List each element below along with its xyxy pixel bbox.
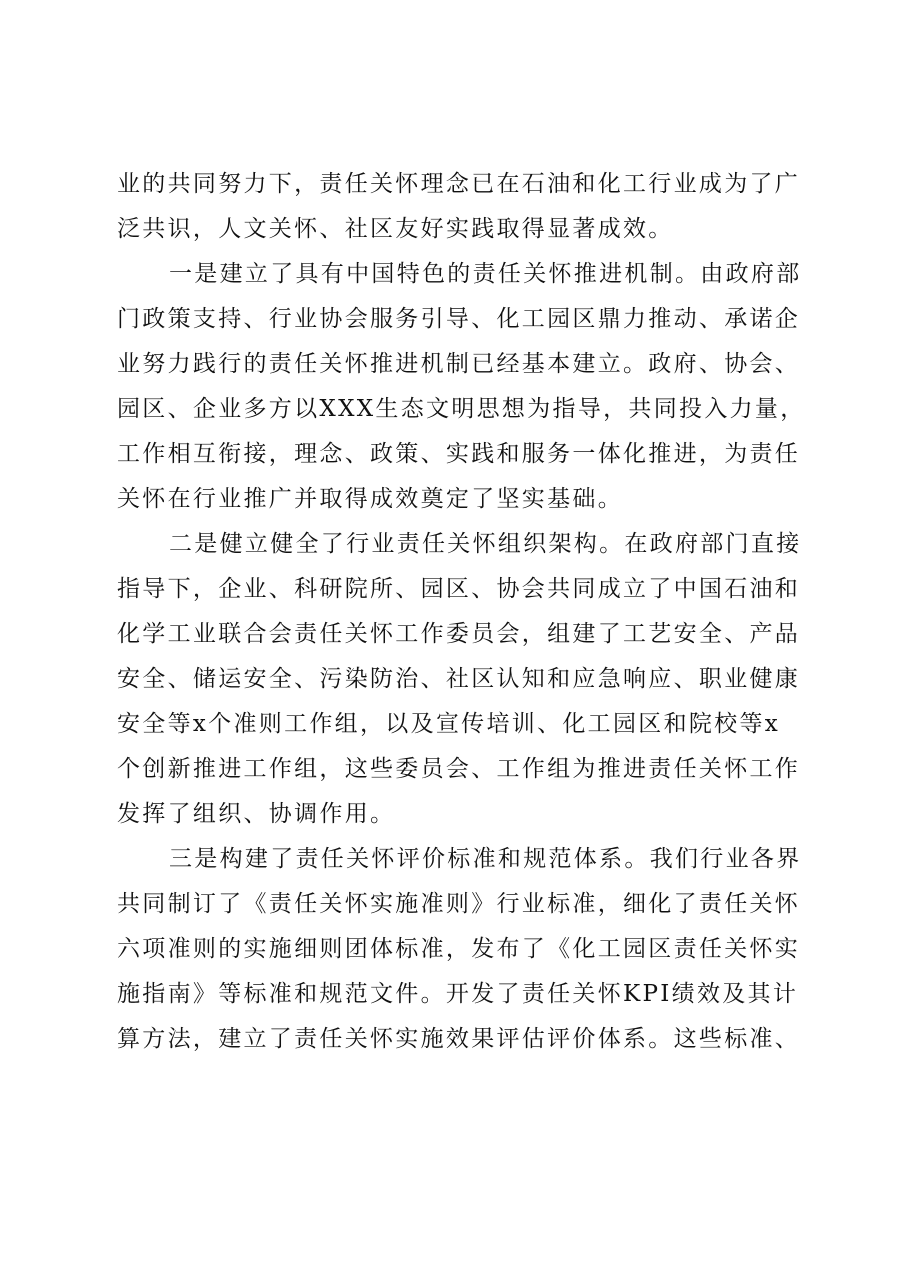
text-line: 指导下，企业、科研院所、园区、协会共同成立了中国石油和	[117, 576, 801, 602]
text-line: 业的共同努力下，责任关怀理念已在石油和化工行业成为了广	[117, 171, 801, 197]
text-line: 共同制订了《责任关怀实施准则》行业标准，细化了责任关怀	[117, 891, 801, 917]
text-line: 六项准则的实施细则团体标准，发布了《化工园区责任关怀实	[117, 936, 801, 962]
text-line: 泛共识，人文关怀、社区友好实践取得显著成效。	[117, 216, 674, 242]
text-line: 关怀在行业推广并取得成效奠定了坚实基础。	[117, 486, 623, 512]
text-line: 业努力践行的责任关怀推进机制已经基本建立。政府、协会、	[117, 351, 801, 377]
paragraph-first-line: 一是建立了具有中国特色的责任关怀推进机制。由政府部	[169, 261, 802, 287]
paragraph-first-line: 三是构建了责任关怀评价标准和规范体系。我们行业各界	[169, 846, 802, 872]
text-line: 安全、储运安全、污染防治、社区认知和应急响应、职业健康	[117, 666, 801, 692]
text-line: 门政策支持、行业协会服务引导、化工园区鼎力推动、承诺企	[117, 306, 801, 332]
text-line: 施指南》等标准和规范文件。开发了责任关怀KPI绩效及其计	[117, 981, 799, 1007]
document-body	[117, 162, 806, 1062]
text-line: 个创新推进工作组，这些委员会、工作组为推进责任关怀工作	[117, 756, 801, 782]
text-line: 园区、企业多方以XXX生态文明思想为指导，共同投入力量，	[117, 396, 806, 422]
paragraph-first-line: 二是健立健全了行业责任关怀组织架构。在政府部门直接	[169, 531, 802, 557]
text-line: 化学工业联合会责任关怀工作委员会，组建了工艺安全、产品	[117, 621, 801, 647]
text-line: 发挥了组织、协调作用。	[117, 801, 396, 827]
text-line: 工作相互衔接，理念、政策、实践和服务一体化推进，为责任	[117, 441, 801, 467]
text-line: 算方法，建立了责任关怀实施效果评估评价体系。这些标准、	[117, 1026, 801, 1052]
text-line: 安全等x个准则工作组，以及宣传培训、化工园区和院校等x	[117, 711, 781, 737]
